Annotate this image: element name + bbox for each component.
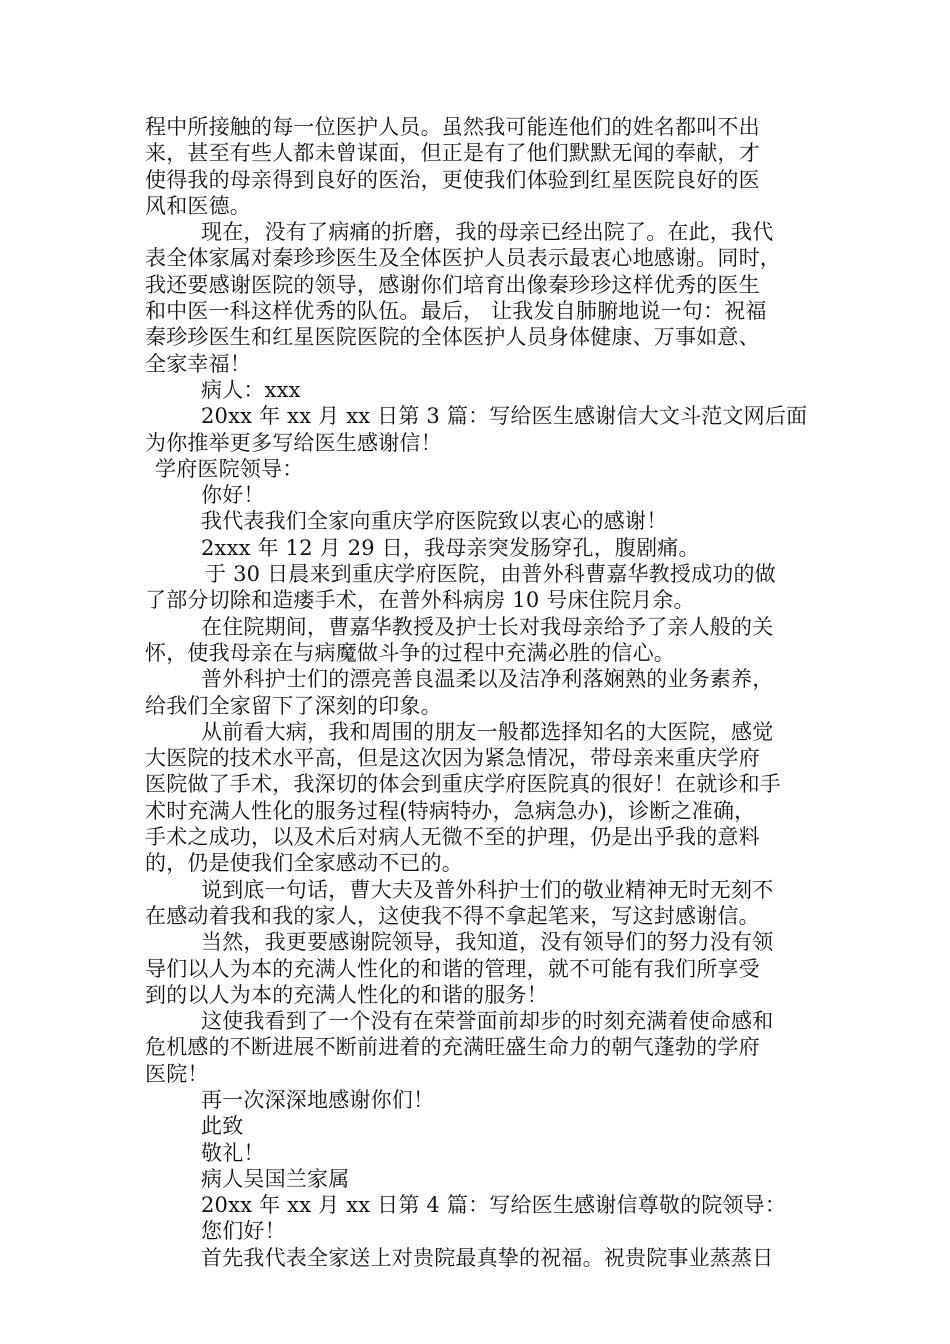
text-line: 的，仍是使我们全家感动不已的。 (145, 851, 463, 876)
text-line: 危机感的不断进展不断前进着的充满旺盛生命力的朝气蓬勃的学府 (145, 1035, 760, 1060)
text-line: 此致 (201, 1114, 244, 1139)
text-line: 在感动着我和我的家人，这使我不得不拿起笔来，写这封感谢信。 (145, 903, 760, 928)
text-line: 大医院的技术水平高，但是这次因为紧急情况，带母亲来重庆学府 (145, 746, 760, 771)
document-body (145, 114, 817, 1271)
text-line: 到的以人为本的充满人性化的和谐的服务！ (145, 982, 548, 1007)
text-line: 了部分切除和造瘘手术，在普外科病房 10 号床住院月余。 (145, 588, 695, 613)
text-line: 学府医院领导： (155, 456, 304, 481)
text-line: 从前看大病，我和周围的朋友一般都选择知名的大医院，感觉 (201, 719, 774, 744)
text-line: 全家幸福！ (145, 351, 251, 376)
text-line: 术时充满人性化的服务过程(特病特办，急病急办)，诊断之准确， (145, 798, 756, 823)
text-line: 医院！ (145, 1061, 209, 1086)
text-line: 风和医德。 (145, 193, 251, 218)
text-line: 于 30 日晨来到重庆学府医院，由普外科曹嘉华教授成功的做 (205, 562, 776, 587)
text-line: 这使我看到了一个没有在荣誉面前却步的时刻充满着使命感和 (201, 1009, 774, 1034)
text-line: 给我们全家留下了深刻的印象。 (145, 693, 442, 718)
text-line: 和中医一科这样优秀的队伍。最后， 让我发自肺腑地说一句：祝福 (145, 299, 767, 324)
text-line: 病人：xxx (201, 377, 301, 402)
text-line: 程中所接触的每一位医护人员。虽然我可能连他们的姓名都叫不出 (145, 115, 760, 139)
text-line: 2xxx 年 12 月 29 日，我母亲突发肠穿孔，腹剧痛。 (201, 535, 700, 560)
text-line: 我代表我们全家向重庆学府医院致以衷心的感谢！ (201, 509, 668, 534)
text-line: 20xx 年 xx 月 xx 日第 4 篇：写给医生感谢信尊敬的院领导： (201, 1193, 787, 1218)
text-line: 说到底一句话，曹大夫及普外科护士们的敬业精神无时无刻不 (201, 877, 774, 902)
text-line: 病人吴国兰家属 (201, 1166, 350, 1191)
text-line: 当然，我更要感谢院领导，我知道，没有领导们的努力没有领 (201, 930, 774, 955)
text-line: 现在，没有了病痛的折磨，我的母亲已经出院了。在此，我代 (201, 220, 774, 245)
text-line: 使得我的母亲得到良好的医治，更使我们体验到红星医院良好的医 (145, 167, 760, 192)
text-line: 首先我代表全家送上对贵院最真挚的祝福。祝贵院事业蒸蒸日 (201, 1245, 774, 1270)
text-line: 怀，使我母亲在与病魔做斗争的过程中充满必胜的信心。 (145, 640, 675, 665)
text-line: 您们好！ (201, 1219, 286, 1244)
text-line: 敬礼！ (201, 1140, 265, 1165)
text-line: 秦珍珍医生和红星医院医院的全体医护人员身体健康、万事如意、 (145, 325, 760, 350)
text-line: 20xx 年 xx 月 xx 日第 3 篇：写给医生感谢信大文斗范文网后面 (201, 404, 808, 429)
text-line: 表全体家属对秦珍珍医生及全体医护人员表示最衷心地感谢。同时， (145, 246, 781, 271)
text-line: 为你推举更多写给医生感谢信！ (145, 430, 442, 455)
text-line: 在住院期间，曹嘉华教授及护士长对我母亲给予了亲人般的关 (201, 614, 774, 639)
text-line: 我还要感谢医院的领导，感谢你们培育出像秦珍珍这样优秀的医生 (145, 272, 760, 297)
text-line: 医院做了手术，我深切的体会到重庆学府医院真的很好！在就诊和手 (145, 772, 781, 797)
text-line: 你好！ (201, 483, 265, 508)
text-line: 手术之成功，以及术后对病人无微不至的护理，仍是出乎我的意料 (145, 825, 760, 850)
text-line: 再一次深深地感谢你们！ (201, 1087, 435, 1112)
text-line: 导们以人为本的充满人性化的和谐的管理，就不可能有我们所享受 (145, 956, 760, 981)
text-line: 普外科护士们的漂亮善良温柔以及洁净利落娴熟的业务素养， (201, 667, 774, 692)
text-line: 来，甚至有些人都未曾谋面，但正是有了他们默默无闻的奉献，才 (145, 141, 760, 166)
